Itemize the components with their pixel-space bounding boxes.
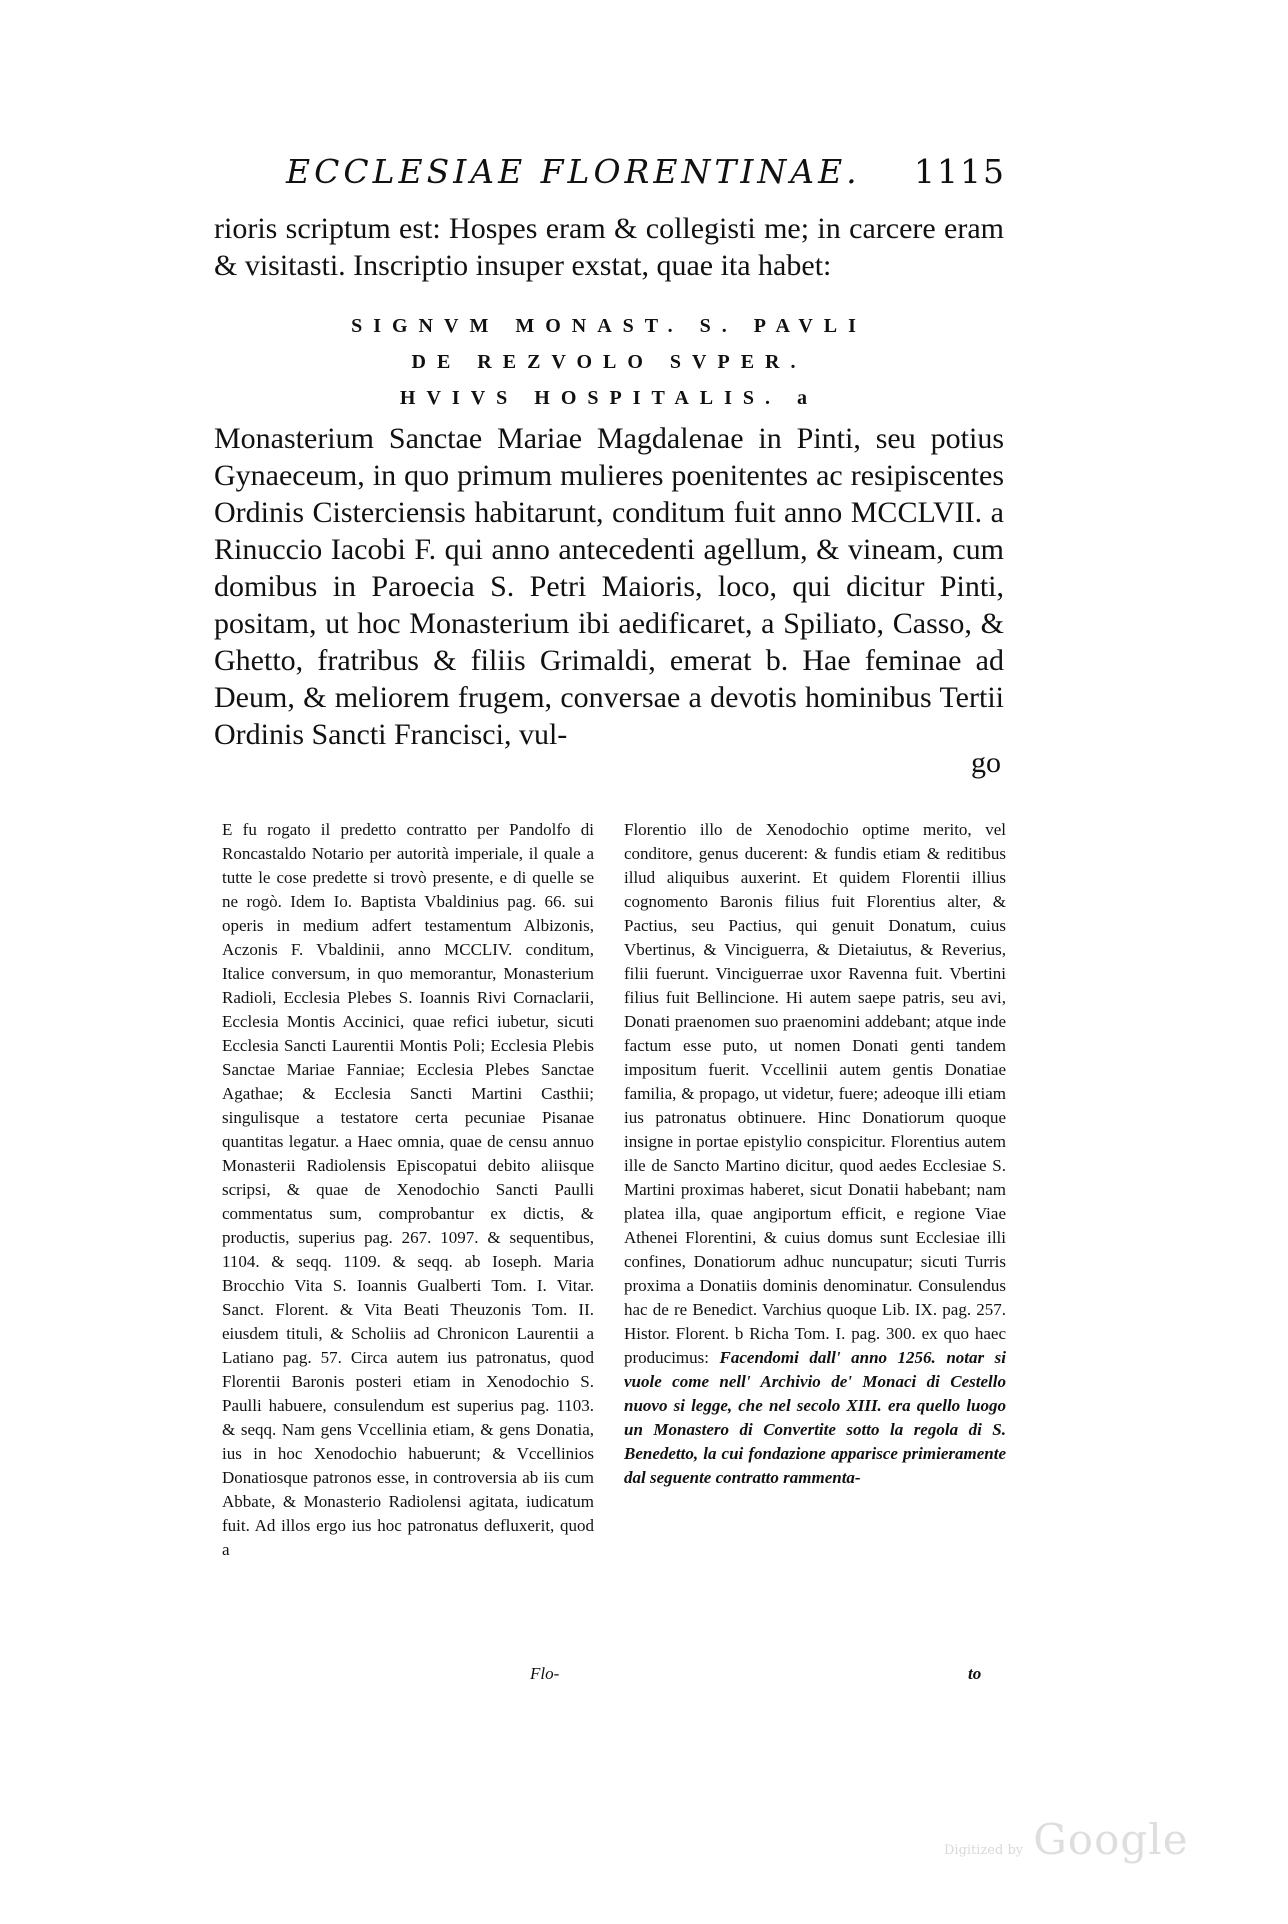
watermark-logo-text: Google [1033,1815,1189,1864]
footnote-right-quote: Facendomi dall' anno 1256. notar si vuole come nell' Archivio de' Monaci di Cestello nuovo si legge, che nel secolo XIII. era quello luogo un Monastero di Convertite sotto la regola di S. Benedetto, la cui fondazione apparisce primieramente dal seguente contratto rammenta- [624,1348,1007,1487]
footnote-left-column: E fu rogato il predetto contratto per Pandolfo di Roncastaldo Notario per autorità imperiale, il quale a tutte le cose predette si trovò presente, e di quelle se ne rogò. Idem Io. Baptista Vbaldinius pag. 66. sui operis in medium adfert testamentum Albizonis, Aczonis F. Vbaldinii, anno MCCLIV. conditum, Italice conversum, in quo memorantur, Monasterium Radioli, Ecclesia Plebes S. Ioannis Rivi Cornaclarii, Ecclesia Montis Accinici, quae refici iubetur, sicuti Ecclesia Sancti Laurentii Montis Poli; Ecclesia Plebis Sanctae Mariae Fanniae; Ecclesia Plebes Sanctae Agathae; & Ecclesia Sancti Martini Casthii; singulisque a testatore certa pecuniae Pisanae quantitas legatur. a Haec omnia, quae de censu annuo Monasterii Radiolensis Episcopatui debito aliisque scripsi, & quae de Xenodochio Sancti Paulli commentatus sum, comprobantur ex dictis, & productis, superius pag. 267. 1097. & sequentibus, 1104. & seqq. 1109. & seqq. ab Ioseph. Maria Brocchio Vita S. Ioannis Gualberti Tom. I. Vitar. Sanct. Florent. & Vita Beati Theuzonis Tom. II. eiusdem tituli, & Scholiis ad Chronicon Laurentii a Latiano pag. 57. Circa autem ius patronatus, quod Florentii Baronis posteri etiam in Xenodochio S. Paulli habuere, consulendum est superius pag. 1103. & seqq. Nam gens Vccellinia etiam, & gens Donatia, ius in hoc Xenodochio habuerunt; & Vccellinios Donatiosque patronos esse, in controversia ab iis cum Abbate, & Monasterio Radiolensi agitata, iudicatum fuit. Ad illos ergo ius hoc patronatus defluxerit, quod a [222,820,594,1559]
footnote-right-text: Florentio illo de Xenodochio optime merito, vel conditore, genus ducerent: & fundis etiam & reditibus illud aliquibus auxerint. Et quidem Florentii illius cognomento Baronis filius fuit Florentius alter, & Pactius, seu Pactius, qui genuit Donatum, cuius Vbertinus, & Vinciguerra, & Dietaiutus, & Reverius, filii fuerunt. Vinciguerrae uxor Ravenna fuit. Vbertini filius fuit Bellincione. Hi autem saepe patris, seu avi, Donati praenomen suo praenomini addebant; atque inde factum esse puto, ut nomen Donati genti tandem impositum fuerit. Vccellinii autem gentis Donatiae familia, & propago, ut videtur, fuere; adeoque illi etiam ius patronatus obtinuere. Hinc Donatiorum quoque insigne in portae epistylio conspicitur. Florentius autem ille de Sancto Martino dicitur, quod aedes Ecclesiae S. Martini proximas haberet, sicut Donatii habebant; nam platea illa, quae angiportum efficit, e regione Viae Athenei Florentini, & cuius domus sunt Ecclesiae illi confines, Donatiorum adhuc nuncupatur; sicuti Turris proxima a Donatiis dominis denominatur. Consulendus hac de re Benedict. Varchius quoque Lib. IX. pag. 257. Histor. Florent. b Richa Tom. I. pag. 300. ex quo haec producimus: [624,820,1006,1367]
intro-paragraph: rioris scriptum est: Hospes eram & collegisti me; in carcere eram & visitasti. Inscriptio insuper exstat, quae ita habet: [214,212,1004,282]
main-paragraph: Monasterium Sanctae Mariae Magdalenae in Pinti, seu potius Gynaeceum, in quo primum mulieres poenitentes ac resipiscentes Ordinis Cisterciensis habitarunt, conditum fuit anno MCCLVII. a Rinuccio Iacobi F. qui anno antecedenti agellum, & vineam, cum domibus in Paroecia S. Petri Maioris, loco, qui dicitur Pinti, positam, ut hoc Monasterium ibi aedificaret, a Spiliato, Casso, & Ghetto, fratribus & filiis Grimaldi, emerat b. Hae feminae ad Deum, & meliorem frugem, conversae a devotis hominibus Tertii Ordinis Sancti Francisci, vul- [214,422,1004,751]
inscription-line: HVIVS HOSPITALIS. a [399,387,819,409]
footnote-right-column [624,818,1006,1490]
inscription [214,308,1004,416]
footnote-left-catchword: Flo- [530,1664,560,1683]
running-title: ECCLESIAE FLORENTINAE. [286,152,861,191]
page-number: 1115 [914,152,1006,191]
catchword: go [971,746,1001,779]
inscription-line: DE REZVOLO SVPER. [411,351,807,373]
digitization-watermark [944,1815,1189,1864]
watermark-small-text: Digitized by [944,1843,1024,1858]
footnote-right-catchword: to [968,1664,982,1683]
running-head [286,152,1006,192]
inscription-line: SIGNVM MONAST. S. PAVLI [351,315,867,337]
